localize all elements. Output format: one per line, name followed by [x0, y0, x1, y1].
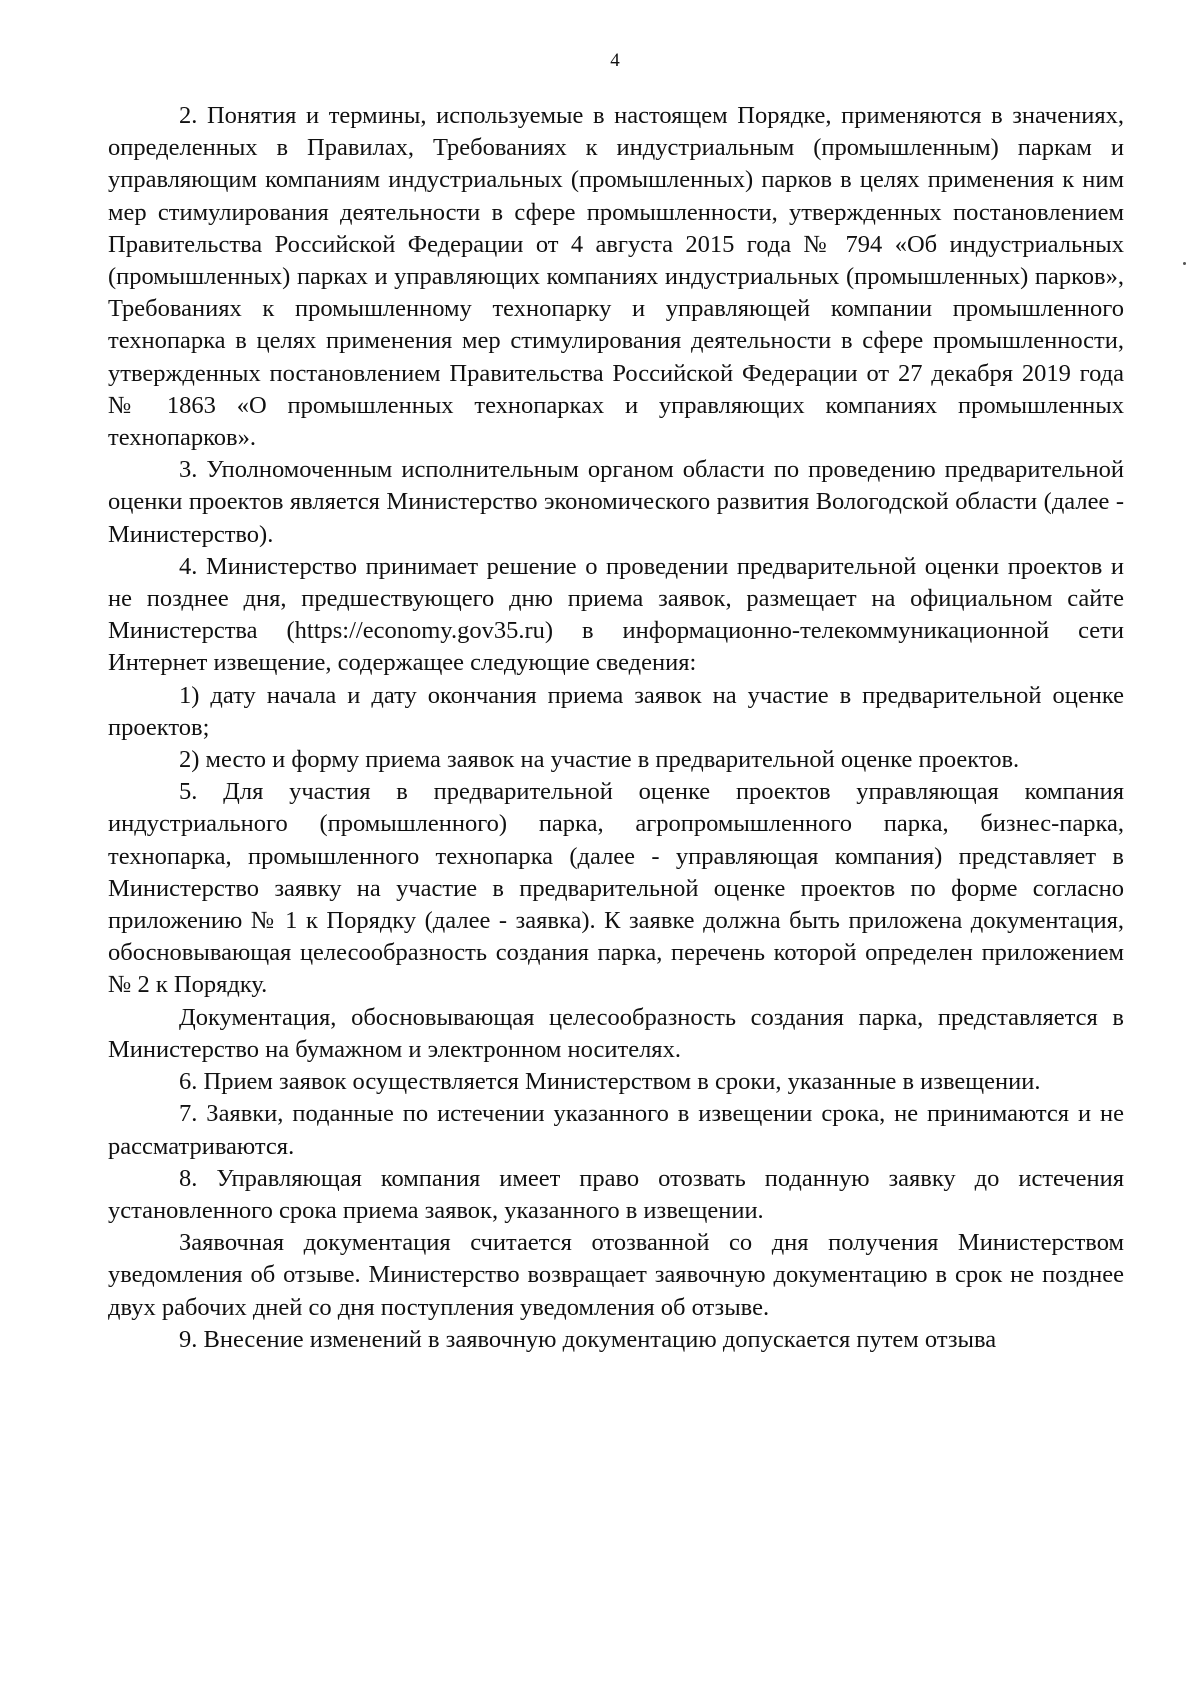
paragraph-4-item-2: 2) место и форму приема заявок на участие в предварительной оценке проектов.	[179, 746, 1020, 774]
paragraph-2-terms: 2. Понятия и термины, используемые в настоящем Порядке, применяются в значениях, определенных в Правилах, Требованиях к индустриальным (промышленным) паркам и управляющим компаниям индустриальных (промышленных) парков в целях применения к ним мер стимулирования деятельности в сфере промышленности, утвержденных постановлением Правительства Российской Федерации от 4 августа 2015 года № 794 «Об индустриальных (промышленных) парках и управляющих компаниях индустриальных (промышленных) парков», Требованиях к промышленному технопарку и управляющей компании промышленного технопарка в целях применения мер стимулирования деятельности в сфере промышленности, утвержденных постановлением Правительства Российской Федерации от 27 декабря 2019 года № 1863 «О промышленных технопарках и управляющих компаниях промышленных технопарков».	[108, 102, 1124, 452]
paragraph-5-documentation: Документация, обосновывающая целесообразность создания парка, представляется в Министерство на бумажном и электронном носителях.	[108, 1003, 1124, 1063]
document-body	[108, 100, 1124, 1356]
paragraph-7-late-applications: 7. Заявки, поданные по истечении указанного в извещении срока, не принимаются и не рассматриваются.	[108, 1100, 1124, 1160]
paragraph-8-withdrawal: 8. Управляющая компания имеет право отозвать поданную заявку до истечения установленного срока приема заявок, указанного в извещении.	[108, 1164, 1124, 1224]
paragraph-9-changes: 9. Внесение изменений в заявочную документацию допускается путем отзыва	[179, 1325, 997, 1353]
paragraph-8-withdrawal-notice: Заявочная документация считается отозванной со дня получения Министерством уведомления об отзыве. Министерство возвращает заявочную документацию в срок не позднее двух рабочих дней со дня поступления уведомления об отзыве.	[108, 1229, 1124, 1321]
paragraph-5-application: 5. Для участия в предварительной оценке проектов управляющая компания индустриального (промышленного) парка, агропромышленного парка, бизнес-парка, технопарка, промышленного технопарка (далее - управляющая компания) представляет в Министерство заявку на участие в предварительной оценке проектов по форме согласно приложению № 1 к Порядку (далее - заявка). К заявке должна быть приложена документация, обосновывающая целесообразность создания парка, перечень которой определен приложением № 2 к Порядку.	[108, 778, 1124, 999]
paragraph-6-receipt: 6. Прием заявок осуществляется Министерством в сроки, указанные в извещении.	[179, 1068, 1041, 1096]
scan-speck	[1183, 262, 1186, 265]
paragraph-4-ministry-decision: 4. Министерство принимает решение о проведении предварительной оценки проектов и не позднее дня, предшествующего дню приема заявок, размещает на официальном сайте Министерства (https://economy.gov35.ru) в информационно-телекоммуникационной сети Интернет извещение, содержащее следующие сведения:	[108, 552, 1124, 677]
paragraph-3-authorized-body: 3. Уполномоченным исполнительным органом области по проведению предварительной оценки проектов является Министерство экономического развития Вологодской области (далее - Министерство).	[108, 456, 1124, 548]
page-number: 4	[610, 50, 620, 71]
paragraph-4-item-1: 1) дату начала и дату окончания приема заявок на участие в предварительной оценке проектов;	[108, 681, 1124, 741]
